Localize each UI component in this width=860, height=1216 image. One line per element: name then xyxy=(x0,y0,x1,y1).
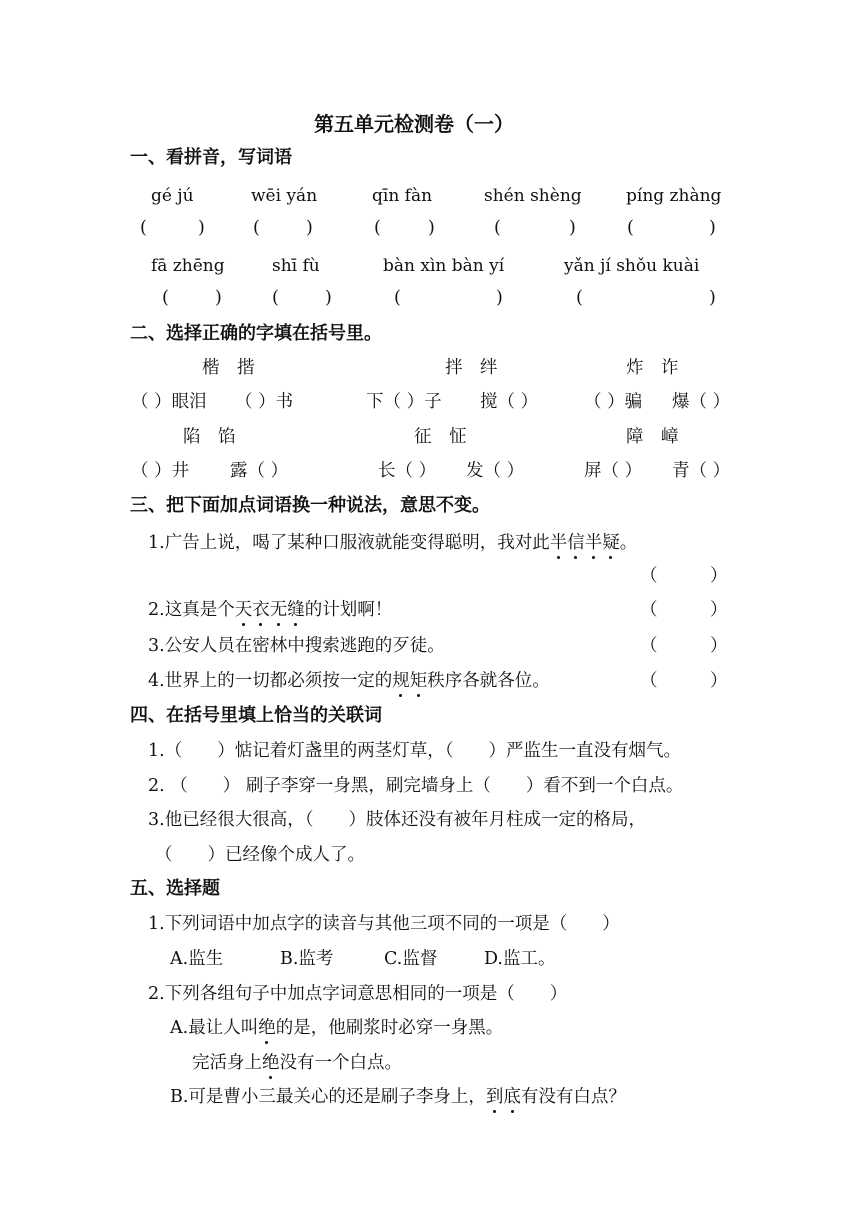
char-pair: 障 嶂 xyxy=(626,427,679,447)
char-pair: 炸 诈 xyxy=(626,358,679,378)
pinyin-2: wēi yán xyxy=(251,186,318,206)
answer-open: （ xyxy=(640,636,658,656)
answer-close: ） xyxy=(710,671,728,691)
blank-open: ( xyxy=(253,218,260,238)
blank-close: ) xyxy=(709,218,716,238)
question-5-2: 2.下列各组句子中加点字词意思相同的一项是（ ） xyxy=(148,984,568,1004)
option-d: D.监工。 xyxy=(484,949,556,969)
blank-close: ) xyxy=(325,288,332,308)
option-b-line: B.可是曹小三最关心的还是刷子李身上，到底有没有白点？ xyxy=(170,1087,626,1107)
option-b: B.监考 xyxy=(280,949,334,969)
char-pair: 拌 绊 xyxy=(445,358,498,378)
blank-open: ( xyxy=(162,288,169,308)
section-1-heading: 一、看拼音，写词语 xyxy=(130,147,292,168)
pinyin-7: shī fù xyxy=(272,256,320,276)
pinyin-8: bàn xìn bàn yí xyxy=(383,256,505,276)
fill-item: 长（ ） xyxy=(378,461,437,481)
pinyin-9: yǎn jí shǒu kuài xyxy=(564,256,700,276)
char-pair: 征 怔 xyxy=(414,427,467,447)
answer-open: （ xyxy=(640,671,658,691)
fill-item: 青（ ） xyxy=(672,461,731,481)
question-3-1: 1.广告上说，喝了某种口服液就能变得聪明，我对此半信半疑。 xyxy=(148,533,638,553)
option-a: A.监生 xyxy=(170,949,224,969)
question-4-2: 2. （ ） 刷子李穿一身黑，刷完墙身上（ ）看不到一个白点。 xyxy=(148,776,684,796)
pinyin-5: píng zhàng xyxy=(626,186,722,206)
pinyin-1: gé jú xyxy=(151,186,194,206)
answer-close: ） xyxy=(710,566,728,586)
question-3-4: 4.世界上的一切都必须按一定的规矩秩序各就各位。 xyxy=(148,671,550,691)
blank-open: ( xyxy=(394,288,401,308)
answer-close: ） xyxy=(710,600,728,620)
fill-item: 发（ ） xyxy=(466,461,525,481)
answer-open: （ xyxy=(640,600,658,620)
question-3-3: 3.公安人员在密林中搜索逃跑的歹徒。 xyxy=(148,636,445,656)
blank-close: ) xyxy=(198,218,205,238)
blank-close: ) xyxy=(306,218,313,238)
fill-item: （ ）书 xyxy=(235,392,294,412)
blank-close: ) xyxy=(709,288,716,308)
option-a-line2: 完活身上绝没有一个白点。 xyxy=(192,1053,402,1073)
pinyin-4: shén shèng xyxy=(484,186,582,206)
blank-close: ) xyxy=(428,218,435,238)
blank-open: ( xyxy=(627,218,634,238)
section-4-heading: 四、在括号里填上恰当的关联词 xyxy=(130,705,382,726)
answer-close: ） xyxy=(710,636,728,656)
question-4-3: 3.他已经很大很高，（ ）肢体还没有被年月柱成一定的格局， xyxy=(148,810,646,830)
fill-item: （ ）骗 xyxy=(584,392,643,412)
blank-open: ( xyxy=(494,218,501,238)
question-4-3-cont: （ ）已经像个成人了。 xyxy=(155,845,365,865)
page-title: 第五单元检测卷（一） xyxy=(314,112,514,136)
char-pair: 楷 揩 xyxy=(202,358,255,378)
section-2-heading: 二、选择正确的字填在括号里。 xyxy=(130,323,382,344)
blank-open: ( xyxy=(272,288,279,308)
fill-item: 屏（ ） xyxy=(584,461,643,481)
blank-open: ( xyxy=(576,288,583,308)
fill-item: （ ）井 xyxy=(131,461,190,481)
fill-item: （ ）眼泪 xyxy=(131,392,207,412)
blank-close: ) xyxy=(569,218,576,238)
pinyin-3: qīn fàn xyxy=(372,186,433,206)
fill-item: 下（ ）子 xyxy=(366,392,442,412)
char-pair: 陷 馅 xyxy=(183,427,236,447)
section-3-heading: 三、把下面加点词语换一种说法，意思不变。 xyxy=(130,495,490,516)
fill-item: 搅（ ） xyxy=(480,392,539,412)
option-c: C.监督 xyxy=(384,949,438,969)
blank-close: ) xyxy=(215,288,222,308)
fill-item: 露（ ） xyxy=(230,461,289,481)
question-5-1: 1.下列词语中加点字的读音与其他三项不同的一项是（ ） xyxy=(148,914,620,934)
pinyin-6: fā zhēng xyxy=(151,256,225,276)
blank-open: ( xyxy=(374,218,381,238)
answer-open: （ xyxy=(640,566,658,586)
blank-close: ) xyxy=(496,288,503,308)
section-5-heading: 五、选择题 xyxy=(130,878,220,899)
fill-item: 爆（ ） xyxy=(672,392,731,412)
option-a-line1: A.最让人叫绝的是，他刷浆时必穿一身黑。 xyxy=(170,1018,504,1038)
question-3-2: 2.这真是个天衣无缝的计划啊！ xyxy=(148,600,393,620)
question-4-1: 1.（ ）惦记着灯盏里的两茎灯草，（ ）严监生一直没有烟气。 xyxy=(148,741,681,761)
blank-open: ( xyxy=(140,218,147,238)
